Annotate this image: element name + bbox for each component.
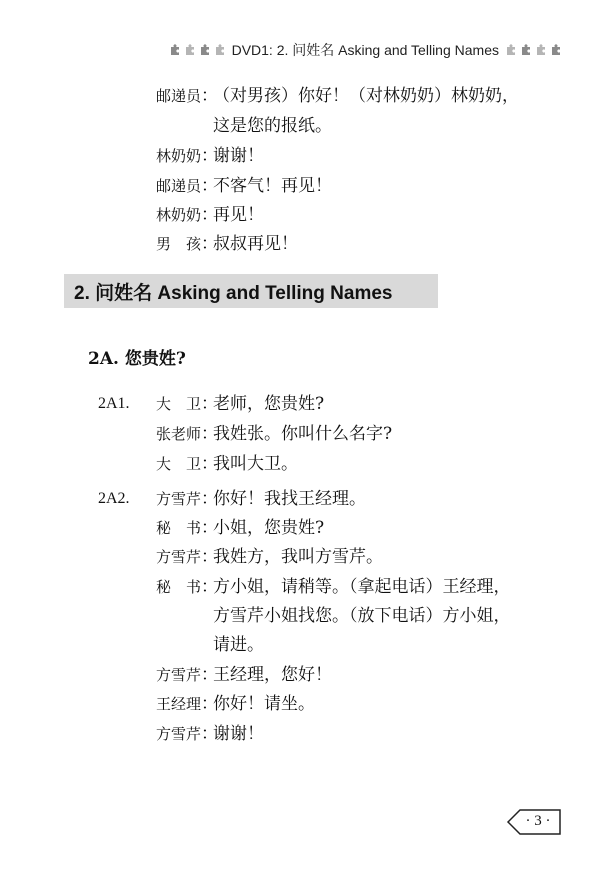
section-heading: 2. 问姓名 Asking and Telling Names — [64, 274, 438, 308]
dialogue-line — [145, 234, 298, 254]
colon: ： — [201, 665, 218, 685]
colon: ： — [201, 518, 218, 538]
colon: ： — [201, 489, 218, 509]
dialogue-line — [138, 547, 383, 567]
colon: ： — [201, 577, 218, 597]
dialogue-line — [138, 577, 511, 597]
subsection-heading: 2A. 您贵姓? — [88, 349, 186, 369]
colon: ： — [201, 547, 218, 567]
line-text: 小姐，您贵姓? — [213, 518, 325, 538]
dialogue-label: 2A1. — [98, 395, 130, 412]
dialogue-line — [138, 665, 332, 685]
speaker-name: 方雪芹 — [155, 666, 201, 684]
dialogue-line — [145, 176, 332, 196]
line-text: （对男孩）你好！（对林奶奶）林奶奶， — [213, 86, 519, 106]
colon: ： — [201, 176, 218, 196]
line-continuation: 请进。 — [213, 635, 264, 655]
dialogue-line — [138, 454, 298, 474]
puzzle-piece-icon — [169, 44, 226, 56]
line-text: 你好！请坐。 — [213, 694, 315, 714]
speaker-name: 王经理 — [155, 695, 201, 713]
speaker-name: 林奶奶 — [155, 206, 201, 224]
dialogue-line — [138, 394, 324, 414]
colon: ： — [201, 234, 218, 254]
line-text: 谢谢！ — [213, 146, 264, 166]
line-text: 我姓方，我叫方雪芹。 — [213, 547, 383, 567]
dialogue-line — [138, 424, 392, 444]
colon: ： — [201, 454, 218, 474]
puzzle-piece-icon — [505, 44, 562, 56]
dialogue-line — [138, 518, 324, 538]
colon: ： — [201, 205, 218, 225]
dialogue-label: 2A2. — [98, 490, 130, 507]
dialogue-line — [145, 86, 519, 106]
colon: ： — [201, 424, 218, 444]
page-number-text: · 3 · — [525, 813, 551, 829]
speaker-name: 秘 书 — [155, 519, 201, 537]
line-text: 老师，您贵姓? — [213, 394, 325, 414]
line-text: 我姓张。你叫什么名字? — [213, 424, 393, 444]
dialogue-line — [145, 146, 264, 166]
speaker-name: 方雪芹 — [155, 548, 201, 566]
line-text: 我叫大卫。 — [213, 454, 298, 474]
speaker-name: 林奶奶 — [155, 147, 201, 165]
line-text: 你好！我找王经理。 — [213, 489, 366, 509]
speaker-name: 秘 书 — [155, 578, 201, 596]
colon: ： — [201, 86, 218, 106]
speaker-name: 邮递员 — [155, 177, 201, 195]
page-number — [506, 808, 562, 836]
running-header — [169, 40, 562, 60]
speaker-name: 大 卫 — [155, 455, 201, 473]
speaker-name: 邮递员 — [155, 87, 201, 105]
header-title: DVD1: 2. 问姓名 Asking and Telling Names — [231, 42, 499, 58]
line-text: 王经理，您好！ — [213, 665, 332, 685]
colon: ： — [201, 694, 218, 714]
line-text: 谢谢！ — [213, 724, 264, 744]
dialogue-line — [138, 724, 264, 744]
colon: ： — [201, 724, 218, 744]
line-text: 不客气！再见！ — [213, 176, 332, 196]
line-continuation: 这是您的报纸。 — [213, 116, 332, 136]
dialogue-line — [138, 694, 315, 714]
line-text: 再见！ — [213, 205, 264, 225]
speaker-name: 方雪芹 — [155, 490, 201, 508]
line-continuation: 方雪芹小姐找您。（放下电话）方小姐， — [213, 606, 511, 626]
speaker-name: 张老师 — [155, 425, 201, 443]
colon: ： — [201, 394, 218, 414]
line-text: 方小姐，请稍等。（拿起电话）王经理， — [213, 577, 511, 597]
colon: ： — [201, 146, 218, 166]
speaker-name: 大 卫 — [155, 395, 201, 413]
speaker-name: 男 孩 — [155, 235, 201, 253]
dialogue-line — [145, 205, 264, 225]
speaker-name: 方雪芹 — [155, 725, 201, 743]
line-text: 叔叔再见！ — [213, 234, 298, 254]
dialogue-line — [138, 489, 366, 509]
